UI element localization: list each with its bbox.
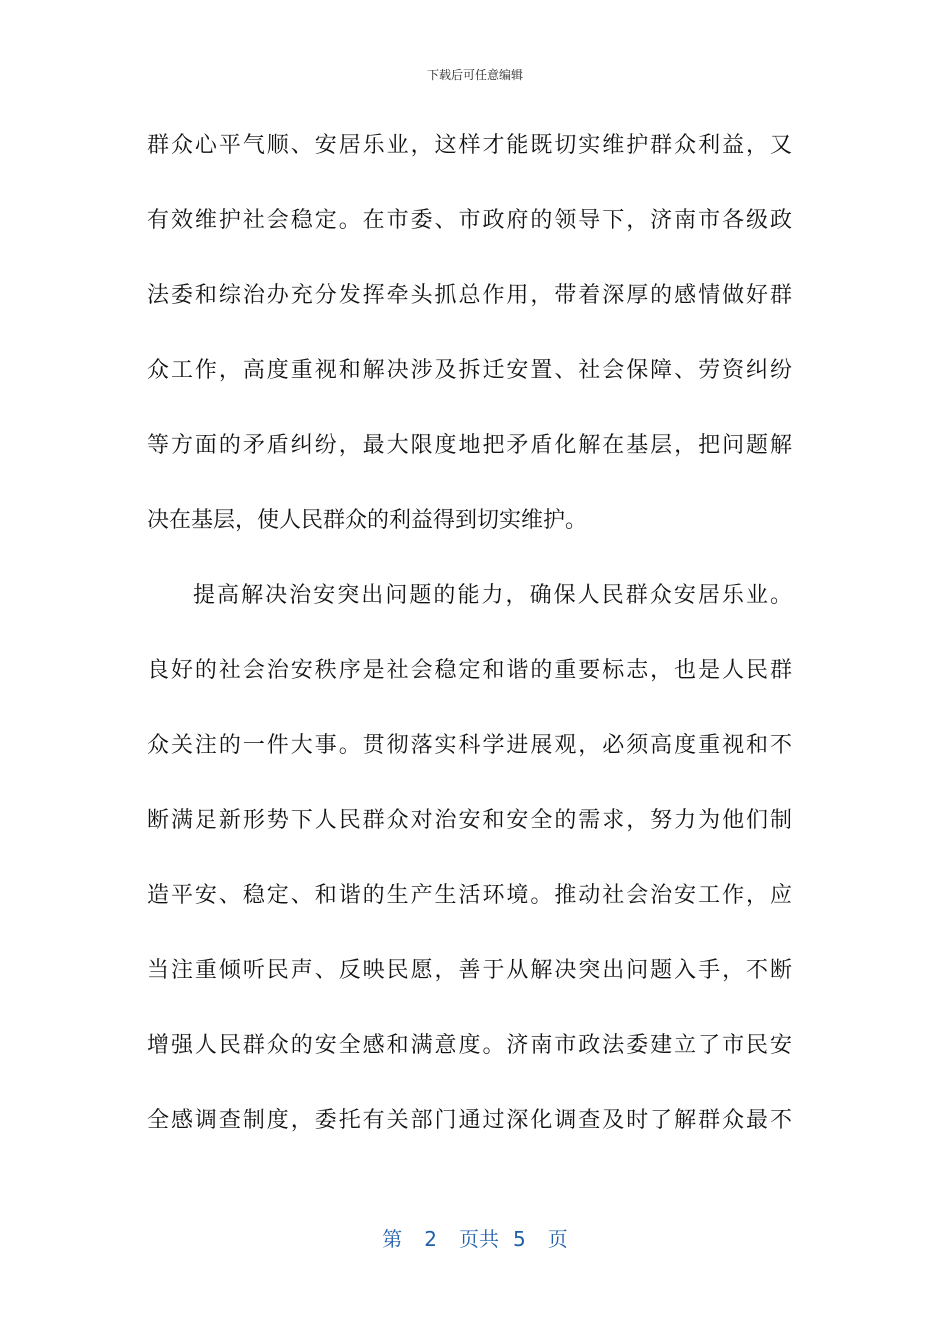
text-line: 良好的社会治安秩序是社会稳定和谐的重要标志，也是人民群 [147, 658, 792, 683]
text-line: 提高解决治安突出问题的能力，确保人民群众安居乐业。 [193, 583, 792, 608]
footer-current-page: 2 [424, 1227, 437, 1251]
text-line: 有效维护社会稳定。在市委、市政府的领导下，济南市各级政 [147, 208, 792, 233]
text-line: 造平安、稳定、和谐的生产生活环境。推动社会治安工作，应 [147, 883, 792, 908]
text-line: 群众心平气顺、安居乐业，这样才能既切实维护群众利益，又 [147, 133, 792, 158]
text-line: 众工作，高度重视和解决涉及拆迁安置、社会保障、劳资纠纷 [147, 358, 792, 383]
text-line: 决在基层，使人民群众的利益得到切实维护。 [147, 508, 588, 533]
text-line: 法委和综治办充分发挥牵头抓总作用，带着深厚的感情做好群 [147, 283, 792, 308]
page-footer [0, 1225, 950, 1253]
text-line: 增强人民群众的安全感和满意度。济南市政法委建立了市民安 [147, 1033, 792, 1058]
footer-suffix: 页 [547, 1227, 568, 1251]
text-line: 当注重倾听民声、反映民愿，善于从解决突出问题入手，不断 [147, 958, 792, 983]
footer-prefix: 第 [382, 1227, 403, 1251]
text-line: 等方面的矛盾纠纷，最大限度地把矛盾化解在基层，把问题解 [147, 433, 792, 458]
footer-middle: 页共 [459, 1227, 499, 1251]
text-line: 全感调查制度，委托有关部门通过深化调查及时了解群众最不 [147, 1108, 792, 1133]
page-header: 下载后可任意编辑 [426, 68, 523, 82]
text-line: 众关注的一件大事。贯彻落实科学进展观，必须高度重视和不 [147, 733, 792, 758]
text-line: 断满足新形势下人民群众对治安和安全的需求，努力为他们制 [147, 808, 792, 833]
footer-total-pages: 5 [513, 1227, 526, 1251]
